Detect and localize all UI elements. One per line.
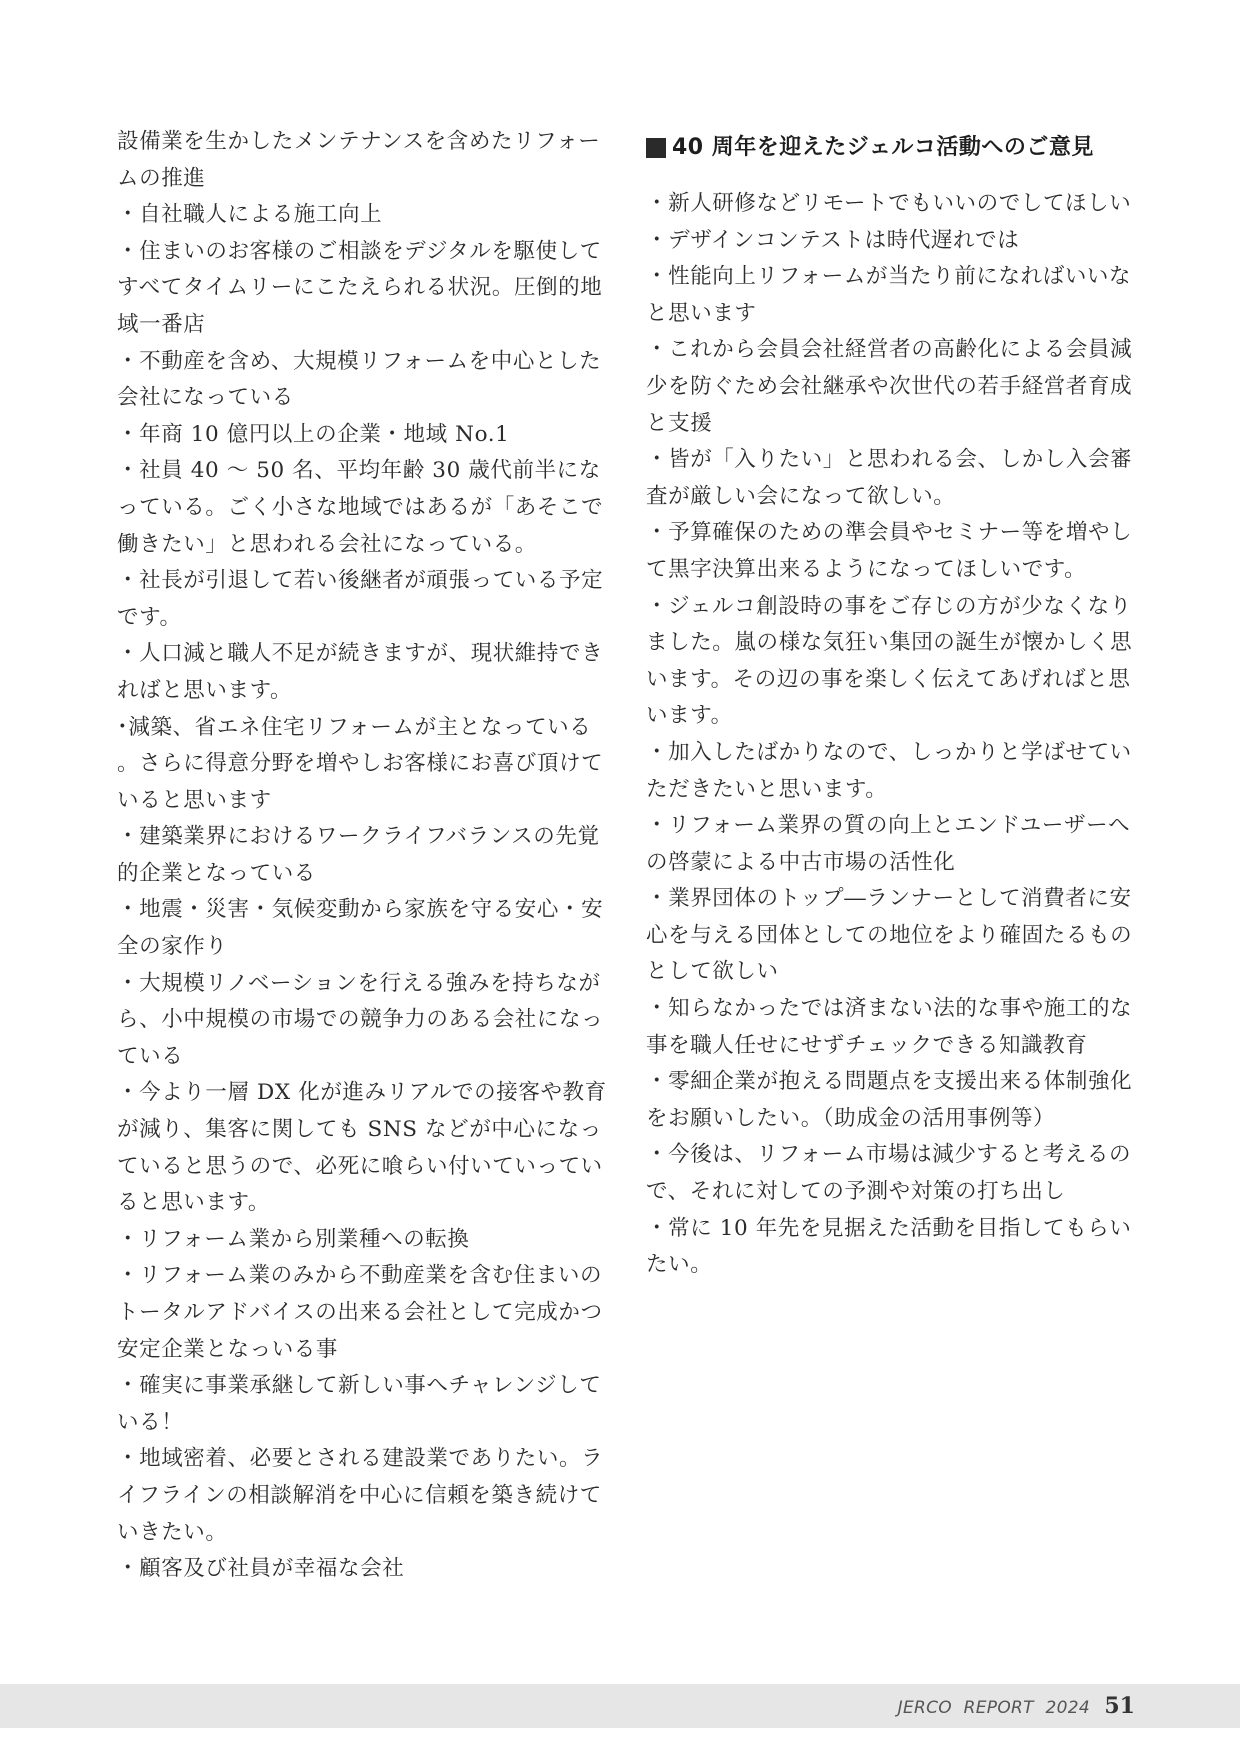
right-paragraph-12: ・零細企業が抱える問題点を支援出来る体制強化をお願いしたい。（助成金の活用事例等） xyxy=(646,1069,1133,1131)
right-paragraph-1: ・新人研修などリモートでもいいのでしてほしい xyxy=(646,191,1132,216)
left-paragraph-5: ・年商 10 億円以上の企業・地域 No.1 xyxy=(117,421,510,447)
right-paragraph-7: ・ジェルコ創設時の事をご存じの方が少なくなりました。嵐の様な気狂い集団の誕生が懐かしく思います。その辺の事を楽しく伝えてあげればと思います。 xyxy=(646,593,1133,729)
left-column xyxy=(117,124,607,1588)
left-paragraph-16: ・確実に事業承継して新しい事へチャレンジしている！ xyxy=(117,1373,602,1435)
right-column xyxy=(646,124,1136,1284)
right-paragraph-5: ・皆が「入りたい」と思われる会、しかし入会審査が厳しい会になって欲しい。 xyxy=(646,447,1133,509)
publication-label: JERCO REPORT 2024 xyxy=(897,1698,1090,1718)
left-paragraph-11: ・地震・災害・気候変動から家族を守る安心・安全の家作り xyxy=(117,897,604,960)
left-paragraph-12: ・大規模リノベーションを行える強みを持ちながら、小中規模の市場での競争力のある会社になっている xyxy=(117,970,604,1069)
left-paragraph-18: ・顧客及び社員が幸福な会社 xyxy=(117,1556,405,1582)
right-paragraph-8: ・加入したばかりなので、しっかりと学ばせていただきたいと思います。 xyxy=(646,739,1132,802)
left-paragraph-3: ・住まいのお客様のご相談をデジタルを駆使してすべてタイムリーにこたえられる状況。圧倒的地域一番店 xyxy=(117,238,603,337)
left-paragraph-14: ・リフォーム業から別業種への転換 xyxy=(117,1226,470,1252)
left-paragraph-17: ・地域密着、必要とされる建設業でありたい。ライフラインの相談解消を中心に信頼を築き続けていきたい。 xyxy=(117,1446,604,1545)
left-paragraph-15: ・リフォーム業のみから不動産業を含む住まいのトータルアドバイスの出来る会社として完成かつ安定企業となっいる事 xyxy=(117,1263,603,1362)
right-paragraph-6: ・予算確保のための準会員やセミナー等を増やして黒字決算出来るようになってほしいです。 xyxy=(646,520,1133,582)
left-paragraph-8: ・人口減と職人不足が続きますが、現状維持できればと思います。 xyxy=(117,641,604,703)
right-paragraph-10: ・業界団体のトップ―ランナーとして消費者に安心を与える団体としての地位をより確固たるものとして欲しい xyxy=(646,886,1133,985)
left-paragraph-9: ･減築、省エネ住宅リフォームが主となっている。さらに得意分野を増やしお客様にお喜び頂けていると思います xyxy=(117,714,604,813)
right-paragraph-4: ・これから会員会社経営者の高齢化による会員減少を防ぐため会社継承や次世代の若手経営者育成と支援 xyxy=(646,337,1133,436)
left-paragraph-13: ・今より一層 DX 化が進みリアルでの接客や教育が減り、集客に関しても SNS などが中心になっていると思うので、必死に喰らい付いていっていると思います。 xyxy=(117,1080,607,1216)
left-paragraph-7: ・社長が引退して若い後継者が頑張っている予定です。 xyxy=(117,568,604,630)
right-paragraph-11: ・知らなかったでは済まない法的な事や施工的な事を職人任せにせずチェックできる知識教育 xyxy=(646,996,1133,1058)
left-paragraph-6: ・社員 40 〜 50 名、平均年齢 30 歳代前半になっている。ごく小さな地域ではあるが「あそこで働きたい」と思われる会社になっている。 xyxy=(117,458,604,557)
right-paragraph-2: ・デザインコンテストは時代遅れでは xyxy=(646,227,1020,253)
square-bullet-icon xyxy=(646,138,666,158)
section-heading-text: 40 周年を迎えたジェルコ活動へのご意見 xyxy=(672,135,1094,160)
right-paragraph-14: ・常に 10 年先を見据えた活動を目指してもらいたい。 xyxy=(646,1215,1132,1278)
left-paragraph-2: ・自社職人による施工向上 xyxy=(117,202,383,228)
page-number: 51 xyxy=(1104,1693,1135,1719)
left-paragraph-1: 設備業を生かしたメンテナンスを含めたリフォームの推進 xyxy=(117,129,601,191)
left-paragraph-10: ・建築業界におけるワークライフバランスの先覚的企業となっている xyxy=(117,824,600,886)
right-paragraph-9: ・リフォーム業界の質の向上とエンドユーザーへの啓蒙による中古市場の活性化 xyxy=(646,813,1131,875)
left-paragraph-4: ・不動産を含め、大規模リフォームを中心とした会社になっている xyxy=(117,348,602,411)
right-paragraph-3: ・性能向上リフォームが当たり前になればいいなと思います xyxy=(646,264,1132,326)
section-heading xyxy=(646,124,1136,172)
right-paragraph-13: ・今後は、リフォーム市場は減少すると考えるので、それに対しての予測や対策の打ち出し xyxy=(646,1142,1132,1205)
